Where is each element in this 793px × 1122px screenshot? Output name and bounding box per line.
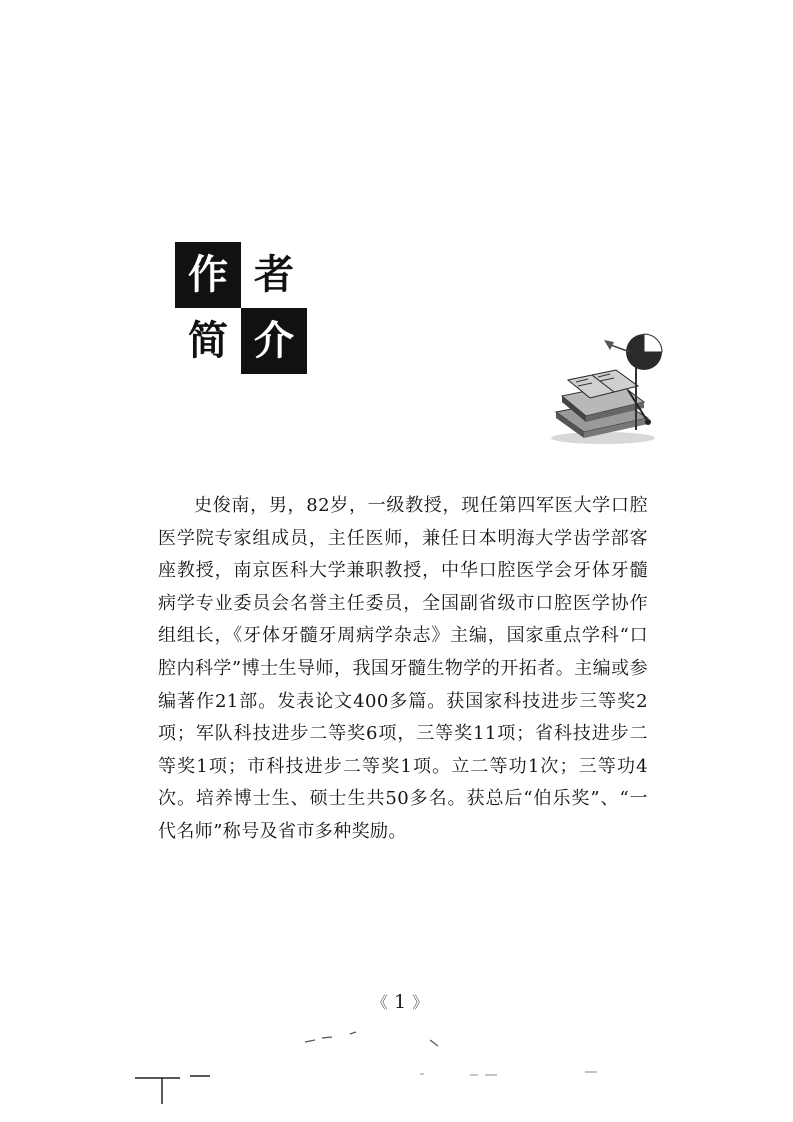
page-number	[360, 990, 440, 1013]
page-number-ornament-right-icon: 》	[412, 993, 429, 1012]
section-title-block	[175, 242, 307, 374]
page-number-ornament-left-icon: 《	[371, 993, 388, 1012]
title-char-4: 介	[241, 308, 307, 374]
page-number-value: 1	[393, 991, 407, 1013]
scan-artifacts	[0, 1020, 793, 1122]
title-char-1: 作	[175, 242, 241, 308]
books-clock-illustration-icon	[548, 330, 668, 445]
author-bio-paragraph: 史俊南，男，82岁，一级教授，现任第四军医大学口腔医学院专家组成员，主任医师，兼任日本明海大学齿学部客座教授，南京医科大学兼职教授，中华口腔医学会牙体牙髓病学专业委员会名誉主任委员，全国副省级市口腔医学协作组组长，《牙体牙髓牙周病学杂志》主编，国家重点学科“口腔内科学”博士生导师，我国牙髓生物学的开拓者。主编或参编著作21部。发表论文400多篇。获国家科技进步三等奖2项；军队科技进步二等奖6项，三等奖11项；省科技进步二等奖1项；市科技进步二等奖1项。立二等功1次；三等功4次。培养博士生、硕士生共50多名。获总后“伯乐奖”、“一代名师”称号及省市多种奖励。	[158, 495, 648, 842]
title-char-3: 简	[175, 308, 241, 374]
title-char-2: 者	[241, 242, 307, 308]
